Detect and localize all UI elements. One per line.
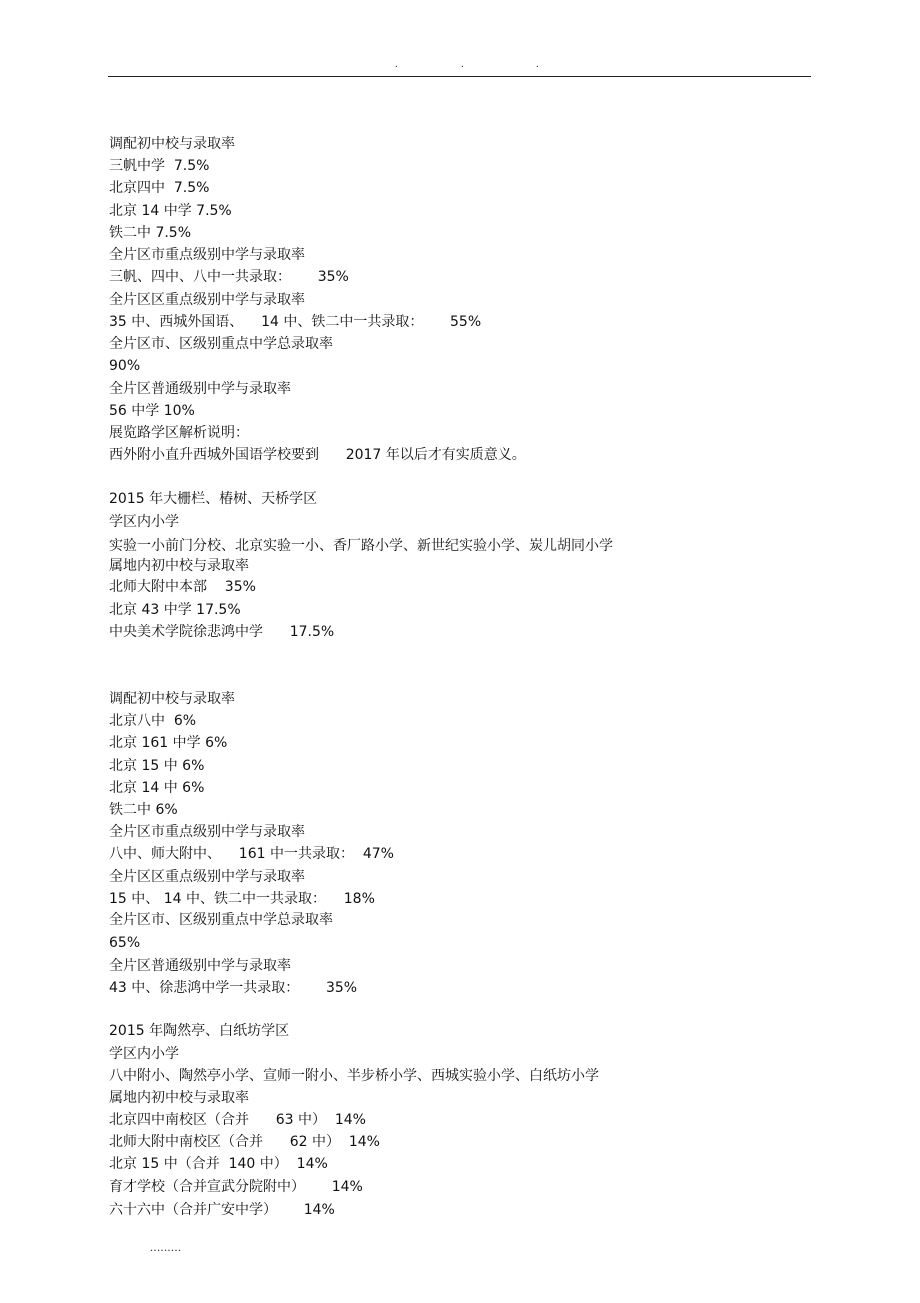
text-line: 三帆中学 7.5% [109,158,210,174]
text-line: 全片区市重点级别中学与录取率 [109,824,305,840]
text-line: 展览路学区解析说明： [109,425,249,441]
text-line: 全片区区重点级别中学与录取率 [109,292,305,308]
text-line: 学区内小学 [109,1046,179,1062]
header-dot-2: . [461,58,464,70]
text-line: 北师大附中本部 35% [109,579,256,595]
text-line: 北京八中 6% [109,713,197,729]
text-line: 调配初中校与录取率 [109,691,235,707]
text-line: 35 中、西城外国语、 14 中、铁二中一共录取： 55% [109,314,482,330]
text-line: 全片区市重点级别中学与录取率 [109,247,305,263]
text-line: 六十六中（合并广安中学） 14% [109,1202,335,1218]
text-line: 90% [109,358,141,374]
header-dot-3: . [536,58,539,70]
text-line: 北京 15 中（合并 140 中） 14% [109,1156,328,1172]
text-line: 北京 14 中学 7.5% [109,203,232,219]
text-line: 属地内初中校与录取率 [109,1090,249,1106]
text-line: 铁二中 6% [109,802,178,818]
text-line: 属地内初中校与录取率 [109,558,249,574]
text-line: 铁二中 7.5% [109,225,192,241]
section-heading: 2015 年大栅栏、椿树、天桥学区 [109,491,318,507]
text-line: 15 中、 14 中、铁二中一共录取： 18% [109,891,375,907]
header-dot-1: . [395,58,398,70]
text-line: 育才学校（合并宣武分院附中） 14% [109,1179,363,1195]
text-line: 西外附小直升西城外国语学校要到 2017 年以后才有实质意义。 [109,447,526,463]
header-rule [108,76,811,77]
text-line: 65% [109,935,141,951]
text-line: 全片区市、区级别重点中学总录取率 [109,912,333,928]
text-line: 北京 161 中学 6% [109,735,228,751]
page-header-dots [395,58,555,72]
section-heading: 2015 年陶然亭、白纸坊学区 [109,1023,290,1039]
text-line: 43 中、徐悲鸿中学一共录取： 35% [109,980,358,996]
text-line: 学区内小学 [109,514,179,530]
text-line: 北京四中 7.5% [109,180,210,196]
text-line: 调配初中校与录取率 [109,136,235,152]
text-line: 全片区普通级别中学与录取率 [109,381,291,397]
text-line: 56 中学 10% [109,403,195,419]
text-line: 八中、师大附中、 161 中一共录取： 47% [109,846,394,862]
text-line: 中央美术学院徐悲鸿中学 17.5% [109,624,335,640]
text-line: 北师大附中南校区（合并 62 中） 14% [109,1134,380,1150]
text-line: 北京四中南校区（合并 63 中） 14% [109,1112,366,1128]
text-line: 全片区区重点级别中学与录取率 [109,869,305,885]
text-line: 北京 43 中学 17.5% [109,602,241,618]
text-line: 北京 14 中 6% [109,780,205,796]
text-line: 北京 15 中 6% [109,758,205,774]
text-line: 三帆、四中、八中一共录取： 35% [109,269,349,285]
text-line: 全片区普通级别中学与录取率 [109,958,291,974]
page-footer-dots: ......... [150,1240,182,1254]
text-line: 全片区市、区级别重点中学总录取率 [109,336,333,352]
text-line: 八中附小、陶然亭小学、宣师一附小、半步桥小学、西城实验小学、白纸坊小学 [109,1068,599,1084]
text-line: 实验一小前门分校、北京实验一小、香厂路小学、新世纪实验小学、炭儿胡同小学 [109,538,613,554]
